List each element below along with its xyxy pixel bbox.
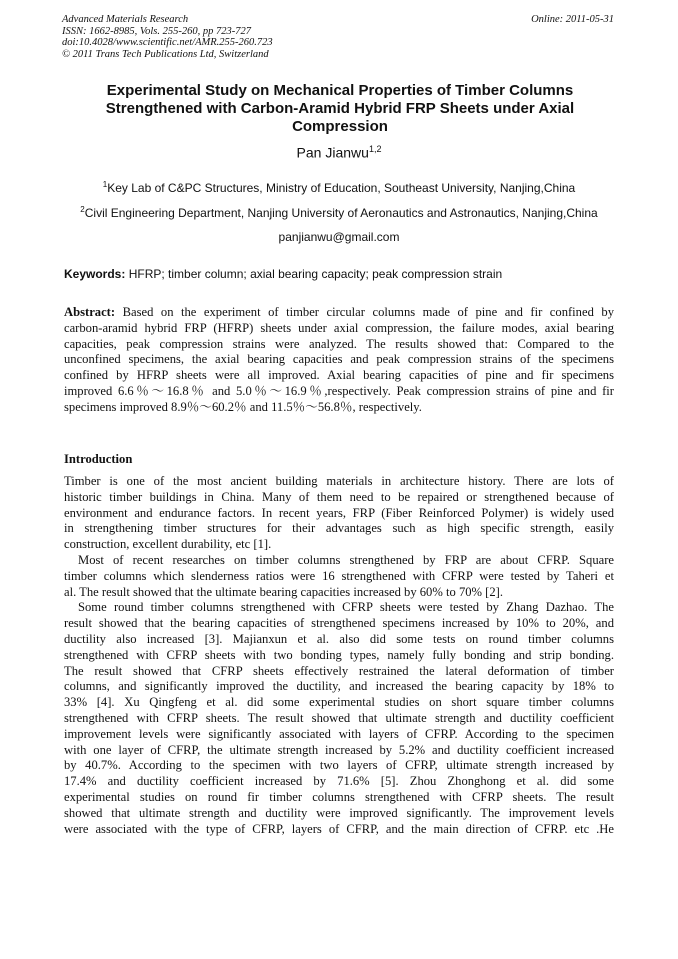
- online-date: Online: 2011-05-31: [531, 14, 614, 25]
- journal-header: [62, 14, 273, 60]
- affiliation-1: [0, 180, 678, 195]
- abstract-label: Abstract:: [64, 305, 116, 319]
- title-line: Compression: [292, 118, 388, 135]
- introduction-body: [64, 474, 614, 837]
- affiliation-text: Key Lab of C&PC Structures, Ministry of Education, Southeast University, Nanjing,China: [107, 181, 576, 195]
- title-line: Strengthened with Carbon-Aramid Hybrid FRP Sheets under Axial: [105, 100, 575, 117]
- affiliation-2: [0, 205, 678, 220]
- abstract-line: specimens improved 8.9％～60.2％ and 11.5％～56.8％, respectively.: [64, 399, 422, 414]
- body-line: experimental studies on round fir timber columns strengthened with CFRP sheets. The result: [64, 789, 614, 804]
- body-line: historic timber buildings in China. Many of them need to be repaired or strengthened because of: [64, 489, 614, 504]
- author-affiliation-marker: 1,2: [368, 144, 382, 154]
- abstract-line: confined by HFRP sheets were all improved. Axial bearing capacities of pine and fir specimens: [64, 368, 614, 383]
- author: [0, 144, 678, 161]
- author-name: Pan Jianwu: [296, 144, 369, 161]
- affiliation-marker: 2: [80, 205, 85, 214]
- body-line: 17.4% and ductility coefficient increased by 71.6% [5]. Zhou Zhonghong et al. did some: [64, 774, 614, 789]
- body-line: Most of recent researches on timber columns strengthened by FRP are about CFRP. Square: [78, 552, 614, 567]
- section-heading-introduction: Introduction: [64, 452, 133, 466]
- abstract-line: capacities, peak compression strains were analyzed. The results showed that: Compared to the: [64, 336, 614, 351]
- keywords: [64, 267, 502, 281]
- abstract-line: carbon-aramid hybrid FRP (HFRP) sheets under axial compression, the failure modes, axial bearing: [64, 320, 614, 335]
- affiliation-text: Civil Engineering Department, Nanjing University of Aeronautics and Astronautics, Nanjing,China: [84, 206, 598, 220]
- keywords-label: Keywords:: [64, 267, 126, 281]
- body-line: The result showed that CFRP sheets effectively restrained the lateral deformation of timber: [64, 663, 614, 678]
- body-line: were associated with the type of CFRP, layers of CFRP, and the main direction of CFRP. etc .He: [64, 821, 614, 836]
- abstract-line: unconfined specimens, the axial bearing capacities and peak compression strains of the specimens: [64, 352, 614, 367]
- journal-copyright: © 2011 Trans Tech Publications Ltd, Switzerland: [62, 48, 269, 60]
- paper-title: [70, 82, 610, 136]
- affiliation-marker: 1: [102, 180, 108, 189]
- keywords-text: HFRP; timber column; axial bearing capacity; peak compression strain: [128, 267, 503, 281]
- body-line: by 40.7%. According to the specimen with two layers of CFRP, ultimate strength increased by: [64, 758, 614, 773]
- body-line: strengthened with CFRP sheets with two bonding types, namely fully bonding and strip bonding.: [64, 647, 614, 662]
- body-line: environment and endurance factors. In recent years, FRP (Fiber Reinforced Polymer) is widely used: [64, 505, 614, 520]
- body-line: timber columns which slenderness ratios were 16 strengthened with CFRP were tested by Taheri et: [64, 568, 614, 583]
- body-line: ductility also increased [3]. Majianxun et al. also did some tests on round timber columns: [64, 631, 614, 646]
- body-line: in strengthening timber structures for their advantages such as high specific strength, easily: [64, 521, 614, 536]
- abstract-line: improved 6.6％～16.8％ and 5.0％～16.9％,respectively. Peak compression strains of pine and fir: [64, 383, 614, 398]
- body-line: Timber is one of the most ancient building materials in architecture history. There are lots of: [64, 474, 614, 488]
- body-line: result showed that the bearing capacities of strengthened specimens increased by 10% to 20%, and: [64, 616, 614, 631]
- body-line: with one layer of CFRP, the ultimate strength increased by 5.2% and ductility coefficient increased: [64, 742, 614, 757]
- body-line: construction, excellent durability, etc [1].: [64, 537, 272, 552]
- journal-doi: doi:10.4028/www.scientific.net/AMR.255-260.723: [62, 37, 273, 48]
- abstract-line: Abstract: Based on the experiment of timber circular columns made of pine and fir confined by: [64, 305, 614, 319]
- title-line: Experimental Study on Mechanical Properties of Timber Columns: [106, 82, 574, 99]
- body-line: strengthened with CFRP sheets. The result showed that ultimate strength and ductility coefficient: [64, 710, 614, 725]
- author-email[interactable]: panjianwu@gmail.com: [278, 230, 400, 244]
- journal-issn: ISSN: 1662-8985, Vols. 255-260, pp 723-727: [62, 25, 251, 37]
- body-line: Some round timber columns strengthened with CFRP sheets were tested by Zhang Dazhao. The: [78, 600, 614, 615]
- body-line: al. The result showed that the ultimate bearing capacities increased by 60% to 70% [2].: [64, 584, 504, 599]
- body-line: improvement levels were significantly associated with layers of CFRP. According to the specimen: [64, 726, 614, 741]
- body-line: 33% [4]. Xu Qingfeng et al. did some experimental studies on short square timber columns: [64, 695, 614, 710]
- body-line: showed that ultimate strength and ductility were improved significantly. The improvement levels: [64, 805, 614, 820]
- body-line: columns, and significantly improved the ductility, and increased the bearing capacity by 18% to: [64, 679, 614, 694]
- journal-name: Advanced Materials Research: [62, 14, 189, 25]
- abstract: [64, 305, 614, 416]
